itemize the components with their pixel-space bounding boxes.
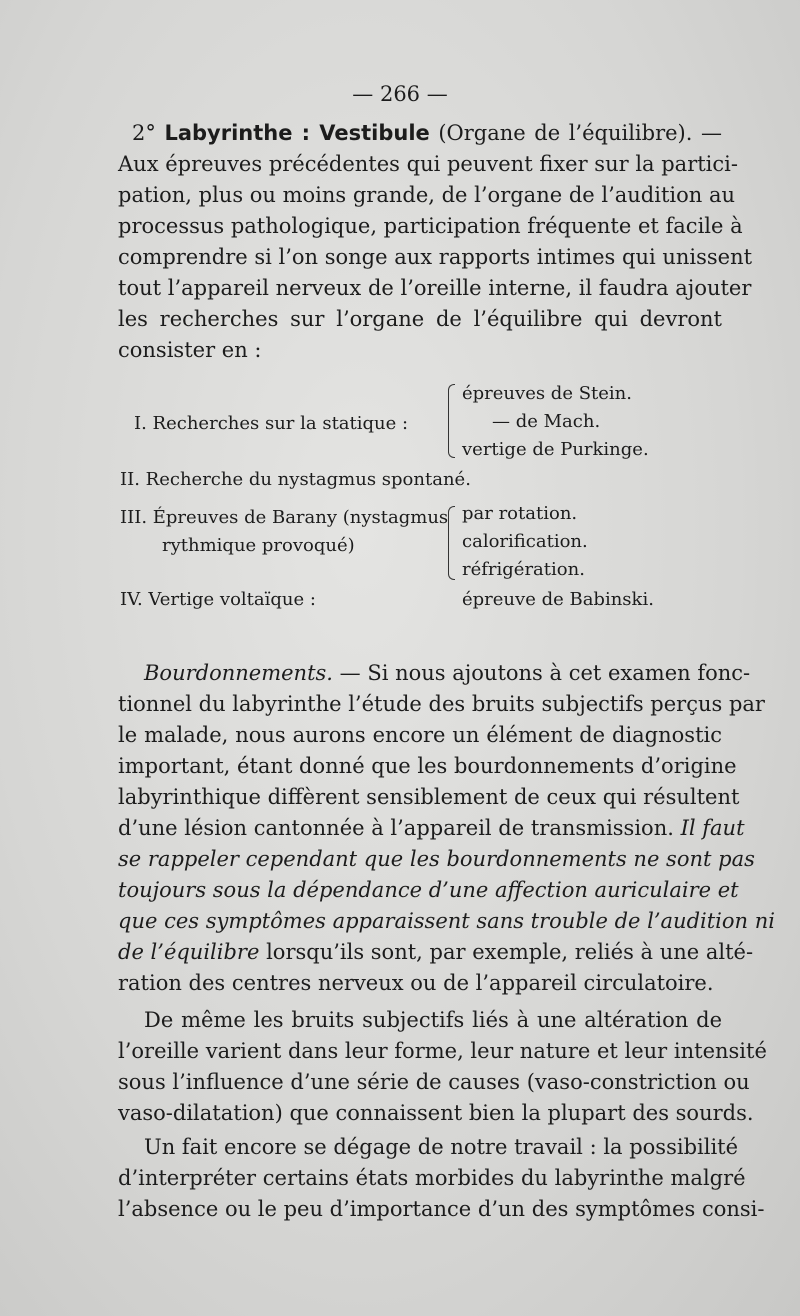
text-line: les recherches sur l’organe de l’équilibre qui devront — [118, 307, 722, 331]
text-line: important, étant donné que les bourdonnements d’origine — [118, 754, 737, 778]
row1-item: épreuves de Stein. — [462, 383, 632, 404]
text-line: l’absence ou le peu d’importance d’un des symptômes consi- — [118, 1197, 765, 1221]
row3-label: rythmique provoqué) — [162, 535, 355, 556]
text-line: l’oreille varient dans leur forme, leur nature et leur intensité — [118, 1039, 767, 1063]
section-labyrinthe — [118, 118, 753, 366]
row3-item: réfrigération. — [462, 559, 585, 580]
text-line: consister en : — [118, 338, 262, 362]
text-line: labyrinthique diffèrent sensiblement de ceux qui résultent — [118, 785, 740, 809]
text-line — [118, 813, 745, 844]
row3-item: calorification. — [462, 531, 588, 552]
text-line: d’interpréter certains états morbides du labyrinthe malgré — [118, 1166, 746, 1190]
section-subtitle: (Organe de l’équilibre). — — [429, 121, 722, 145]
row3-item: par rotation. — [462, 503, 578, 524]
paragraph-bruits — [118, 1005, 767, 1129]
italic-line: se rappeler cependant que les bourdonnements ne sont pas — [118, 847, 755, 871]
section-heading-line — [118, 118, 722, 149]
text-line: comprendre si l’on songe aux rapports intimes qui unissent — [118, 245, 753, 269]
row1-label: I. Recherches sur la statique : — [134, 413, 409, 434]
text-run: — Si nous ajoutons à cet examen fonc- — [332, 661, 751, 685]
row2-label: II. Recherche du nystagmus spontané. — [120, 469, 471, 490]
row1-item: — de Mach. — [492, 411, 601, 432]
brace — [448, 384, 455, 458]
paragraph-fait — [118, 1132, 765, 1225]
italic-line: toujours sous la dépendance d’une affection auriculaire et — [118, 878, 739, 902]
row1-item: vertige de Purkinge. — [462, 439, 649, 460]
text-line: Aux épreuves précédentes qui peuvent fixer sur la partici- — [118, 152, 738, 176]
text-line: le malade, nous aurons encore un élément de diagnostic — [118, 723, 722, 747]
italic-line: que ces symptômes apparaissent sans trouble de l’audition ni — [118, 909, 775, 933]
text-line: pation, plus ou moins grande, de l’organe de l’audition au — [118, 183, 736, 207]
row3-label: III. Épreuves de Barany (nystagmus — [120, 507, 449, 528]
row4-item: épreuve de Babinski. — [462, 589, 654, 610]
page-number: — 266 — — [352, 82, 448, 106]
text-line: ration des centres nerveux ou de l’appareil circulatoire. — [118, 971, 714, 995]
text-line: tionnel du labyrinthe l’étude des bruits subjectifs perçus par — [118, 692, 765, 716]
text-line: tout l’appareil nerveux de l’oreille interne, il faudra ajouter — [118, 276, 752, 300]
row4-label: IV. Vertige voltaïque : — [120, 589, 316, 610]
text-line — [118, 937, 754, 968]
text-line: vaso-dilatation) que connaissent bien la plupart des sourds. — [118, 1101, 754, 1125]
italic-run: de l’équilibre — [118, 940, 260, 964]
paragraph-bourdonnements — [118, 658, 775, 999]
text-run: d’une lésion cantonnée à l’appareil de transmission. — [118, 816, 681, 840]
italic-run: Il faut — [680, 816, 745, 840]
text-line: sous l’influence d’une série de causes (vaso-constriction ou — [118, 1070, 750, 1094]
section-heading: Labyrinthe : Vestibule — [164, 121, 430, 145]
text-run: lorsqu’ils sont, par exemple, reliés à une alté- — [259, 940, 754, 964]
text-line: De même les bruits subjectifs liés à une altération de — [144, 1008, 722, 1032]
text-line: Un fait encore se dégage de notre travail : la possibilité — [144, 1135, 739, 1159]
paragraph-title: Bourdonnements. — [144, 661, 333, 685]
text-line — [118, 658, 751, 689]
text-line: processus pathologique, participation fréquente et facile à — [118, 214, 743, 238]
brace — [448, 506, 455, 580]
section-number: 2° — [132, 121, 156, 145]
